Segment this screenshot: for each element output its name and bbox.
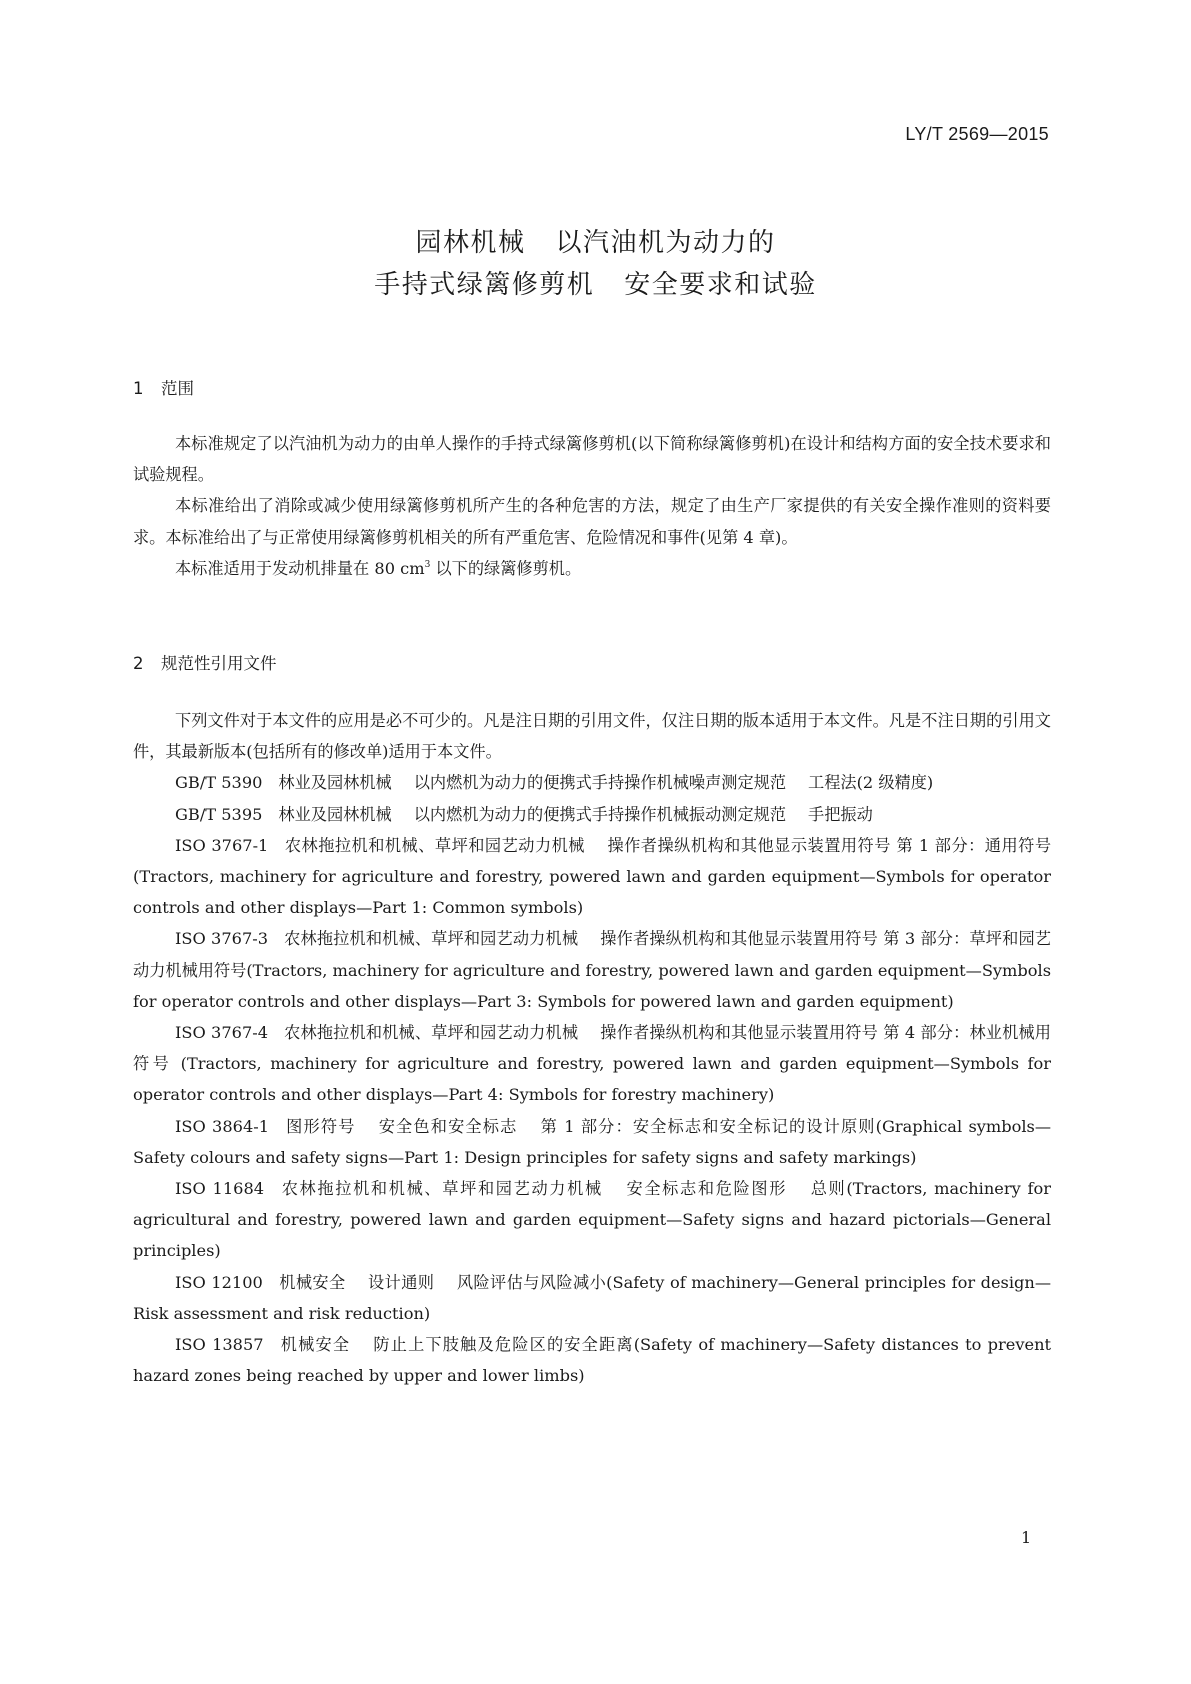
reference-code: ISO 3767-1 [175, 835, 269, 855]
reference-text: 农林拖拉机和机械、草坪和园艺动力机械 [284, 1023, 579, 1043]
reference-text: 第 1 部分：通用符号(Tractors, machinery for agriculture and forestry, powered lawn and garden equipment—Symbols for operator controls and other displays—Part 1: Common symbols) [133, 835, 1052, 918]
reference-code: ISO 12100 [175, 1272, 263, 1292]
reference-item [133, 1111, 1051, 1173]
reference-text: 机械安全 [278, 1272, 346, 1292]
title-line-2 [0, 264, 1191, 306]
paragraph: 本标准规定了以汽油机为动力的由单人操作的手持式绿篱修剪机(以下简称绿篱修剪机)在设计和结构方面的安全技术要求和试验规程。 [133, 434, 1051, 485]
reference-text: 图形符号 [285, 1116, 356, 1136]
reference-item [133, 767, 1051, 798]
reference-text: 林业及园林机械 [278, 804, 392, 824]
superscript: 3 [424, 559, 431, 570]
reference-text: 总则(Tractors, machinery for agricultural and forestry, powered lawn and garden equipment—Safety signs and hazard pictorials—General principles) [133, 1179, 1052, 1261]
reference-text: 农林拖拉机和机械、草坪和园艺动力机械 [280, 1179, 603, 1199]
reference-item [133, 799, 1051, 830]
reference-text: 安全标志和危险图形 [624, 1179, 788, 1199]
reference-text: 农林拖拉机和机械、草坪和园艺动力机械 [284, 835, 585, 855]
title-line-1 [0, 222, 1191, 264]
section-2-body [133, 705, 1051, 1391]
section-1-body [133, 428, 1051, 584]
section-heading-1 [133, 375, 194, 399]
section-number: 2 [133, 654, 144, 673]
title-part: 园林机械 [415, 228, 526, 258]
reference-text: 以内燃机为动力的便携式手持操作机械噪声测定规范 [413, 773, 787, 793]
reference-text: 以内燃机为动力的便携式手持操作机械振动测定规范 [413, 804, 787, 824]
reference-text: 防止上下肢触及危险区的安全距离 [372, 1335, 634, 1355]
reference-text: 操作者操纵机构和其他显示装置用符号 [600, 929, 878, 949]
reference-item [133, 830, 1051, 924]
reference-text: 工程法(2 级精度) [808, 773, 934, 793]
reference-item [133, 1329, 1051, 1391]
paragraph: 本标准给出了消除或减少使用绿篱修剪机所产生的各种危害的方法，规定了由生产厂家提供的有关安全操作准则的资料要求。本标准给出了与正常使用绿篱修剪机相关的所有严重危害、危险情况和事件(见第 4 章)。 [133, 496, 1051, 547]
reference-text: 农林拖拉机和机械、草坪和园艺动力机械 [284, 929, 579, 949]
text: 本标准适用于发动机排量在 80 cm [175, 558, 425, 578]
section-number: 1 [133, 379, 144, 398]
reference-text: 手把振动 [808, 804, 873, 824]
title-part: 安全要求和试验 [624, 270, 817, 300]
text: 以下的绿篱修剪机。 [430, 558, 582, 578]
paragraph [133, 553, 1051, 584]
reference-text: 风险评估与风险减小(Safety of machinery—General principles for design—Risk assessment and risk reduction) [133, 1272, 1052, 1323]
reference-code: ISO 3767-4 [175, 1023, 269, 1043]
standard-number: LY/T 2569—2015 [905, 124, 1049, 144]
reference-text: 第 3 部分：草坪和园艺动力机械用符号(Tractors, machinery for agriculture and forestry, powered lawn and garden equipment—Symbols for operator controls and other displays—Part 3: Symbols for powered lawn and garden equipment) [133, 929, 1051, 1011]
reference-code: ISO 3767-3 [175, 929, 269, 949]
section-heading-2 [133, 650, 277, 674]
reference-text: 操作者操纵机构和其他显示装置用符号 [606, 835, 891, 855]
reference-text: 第 4 部分：林业机械用符号 (Tractors, machinery for agriculture and forestry, powered lawn and garden equipment—Symbols for operator controls and other displays—Part 4: Symbols for forestry machinery) [133, 1023, 1051, 1105]
reference-code: GB/T 5390 [175, 773, 263, 793]
reference-text: (Safety of machinery—Safety distances to prevent hazard zones being reached by upper and lower limbs) [133, 1335, 1052, 1386]
reference-code: ISO 13857 [175, 1335, 264, 1355]
reference-item [133, 1173, 1051, 1267]
reference-item [133, 1267, 1051, 1329]
reference-text: 安全色和安全标志 [377, 1116, 518, 1136]
title-part: 手持式绿篱修剪机 [374, 270, 595, 300]
reference-text: 林业及园林机械 [278, 773, 392, 793]
document-title [0, 222, 1191, 306]
page-number: 1 [1021, 1528, 1032, 1547]
title-part: 以汽油机为动力的 [555, 228, 776, 258]
reference-code: ISO 3864-1 [175, 1116, 270, 1136]
reference-code: GB/T 5395 [175, 804, 263, 824]
section-title: 规范性引用文件 [161, 654, 277, 673]
reference-item [133, 923, 1051, 1017]
reference-code: ISO 11684 [175, 1179, 265, 1199]
reference-text: 操作者操纵机构和其他显示装置用符号 [600, 1023, 878, 1043]
paragraph: 下列文件对于本文件的应用是必不可少的。凡是注日期的引用文件，仅注日期的版本适用于本文件。凡是不注日期的引用文件，其最新版本(包括所有的修改单)适用于本文件。 [133, 711, 1051, 762]
section-title: 范围 [161, 379, 194, 398]
reference-item [133, 1017, 1051, 1111]
reference-text: 设计通则 [367, 1272, 435, 1292]
reference-text: 第 1 部分：安全标志和安全标记的设计原则(Graphical symbols—Safety colours and safety signs—Part 1: Design principles for safety signs and safety markings) [133, 1116, 1052, 1167]
reference-text: 机械安全 [279, 1335, 351, 1355]
